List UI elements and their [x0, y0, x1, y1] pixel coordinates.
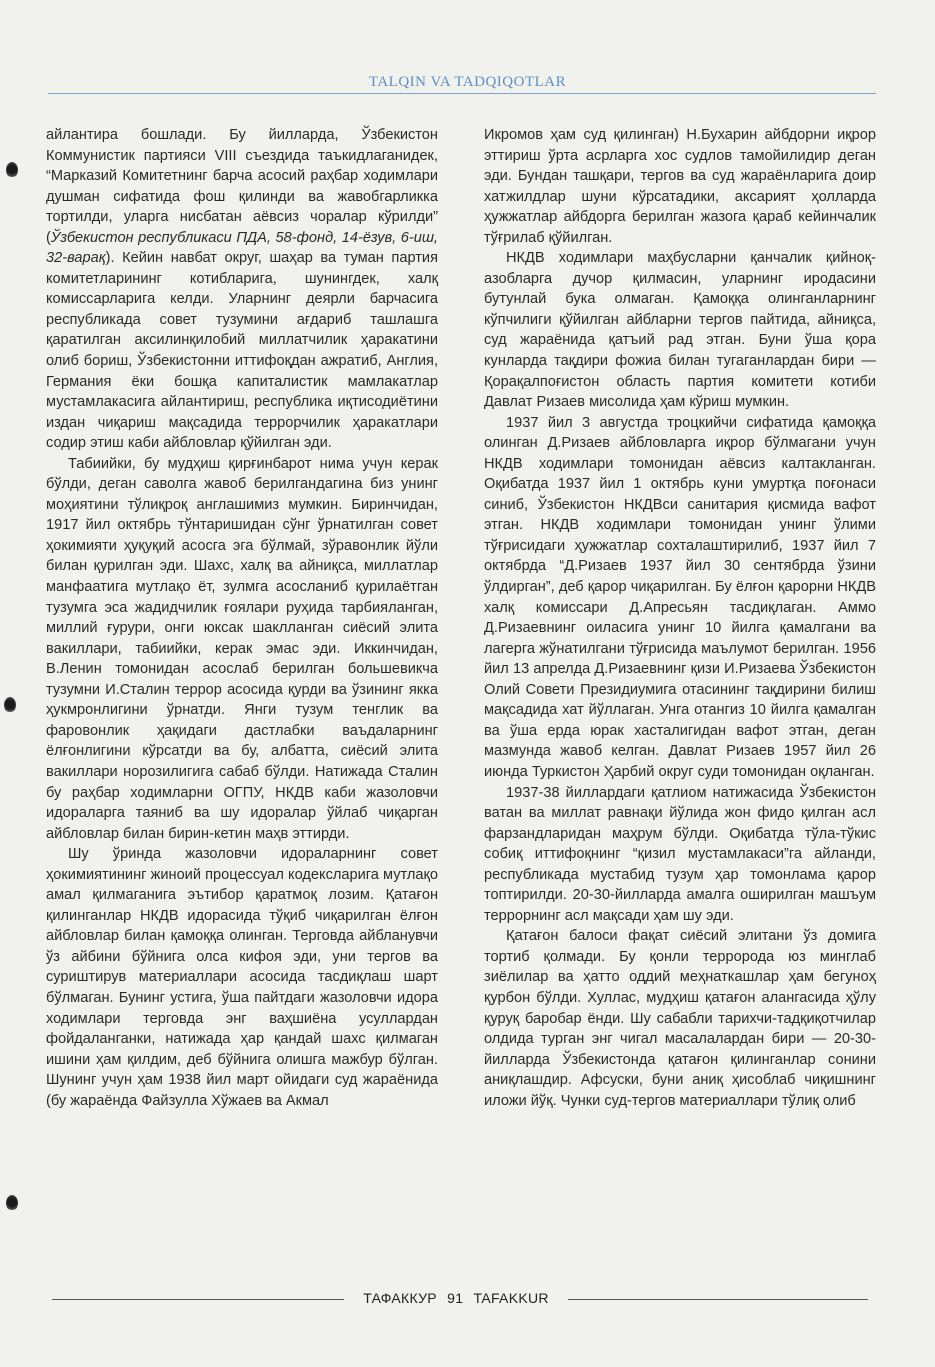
page-number: 91 [447, 1290, 464, 1306]
paragraph: 1937-38 йиллардаги қатлиом натижасида Ўзбекистон ватан ва миллат равнақи йўлида жон фидо қилган асл фарзандларидан маҳрум бўлди. Оқибатда тўла-тўкис собиқ иттифоқнинг “қизил мустамлакаси”га айланди, республикада мустабид тузум ҳар томонлама қарор топтирилди. 20-30-йилларда амалга оширилган машъум террорнинг асл мақсади ҳам шу эди. [484, 784, 876, 924]
footer-journal-latin: TAFAKKUR [473, 1290, 549, 1306]
running-header: TALQIN VA TADQIQOTLAR [368, 74, 567, 90]
paragraph: Шу ўринда жазоловчи идораларнинг совет ҳокимиятининг жиноий процессуал кодексларига мутлақо амал қилмаганига эътибор қаратмоқ лозим. Қатағон қилинганлар НКДВ идорасида тўқиб чиқарилган ёлғон айбловлар билан қамоққа олинган. Терговда айбланувчи ўз айбини бўйнига олса кифоя эди, уни тергов ва суриштирув материаллари асосида тасдиқлаш шарт бўлмаган. Бунинг устига, ўша пайтдаги жазоловчи идора ходимлари терговда энг ваҳшиёна усуллардан фойдаланганки, натижада ҳар қандай шахс қилмаган ишини ҳам қилдим, деб бўйнига олишга мажбур бўлган. Шунинг учун ҳам 1938 йил март ойидаги суд жараёнида (бу жараёнда Файзулла Хўжаев ва Акмал [46, 846, 438, 1109]
paragraph: НКДВ ходимлари маҳбусларни қанчалик қийноқ-азобларга дучор қилмасин, уларнинг иродасини бутунлай бука олмаган. Қамоққа олинганларнинг кўпчилиги қўйилган айбларни тергов пайтида, айниқса, суд жараёнида қатъий рад этган. Буни ўша қора кунларда тақдири фожиа билан тугаганлардан бири — Қорақалпоғистон область партия комитети котиби Давлат Ризаев мисолида ҳам кўриш мумкин. [484, 250, 876, 411]
binder-hole-icon [6, 1195, 18, 1211]
footer-divider-right [568, 1299, 868, 1300]
paragraph-text: ). Кейин навбат округ, шаҳар ва туман партия комитетларининг котибларига, шунингдек, халқ комиссарларига келди. Уларнинг деярли барчасига республикада совет тузумини ағдариб ташлашга қаратилган аксилинқилобий миллатчилик ҳаракатини олиб бориш, Ўзбекистонни иттифоқдан ажратиб, Англия, Германия ёки бошқа капиталистик мамлакатлар мустамлакасига айлантириш, республика иқтисодиётини издан чиқариш мақсадида террорчилик ҳаракатлари содир этиш каби айбловлар қўйилган эди. [46, 250, 438, 452]
left-column [46, 125, 438, 1111]
header-divider [48, 93, 876, 94]
binder-hole-icon [6, 162, 18, 178]
footer-divider-left [52, 1299, 344, 1300]
paragraph: 1937 йил 3 августда троцкийчи сифатида қамоққа олинган Д.Ризаев айбловларга иқрор бўлмагани учун НКДВ ходимлари томонидан аёвсиз калтакланган. Оқибатда 1937 йил 1 октябрь куни умуртқа поғонаси синиб, Ўзбекистон НКДВси санитария қисмида вафот этган. НКДВ ходимлари томонидан унинг ўлими тўғрисидаги ҳужжатлар сохталаштирилиб, 1937 йил 7 октябрда “Д.Ризаев 1937 йил 30 сентябрда ўзини ўлдирган”, деб қарор чиқарилган. Бу ёлғон қарорни НКДВ халқ комиссари Д.Апресьян тасдиқлаган. Аммо Д.Ризаевнинг оиласига унинг 10 йилга қамалгани ва лагерга жўнатилгани тўғрисида маълумот берилган. 1956 йил 13 апрелда Д.Ризаевнинг қизи И.Ризаева Ўзбекистон Олий Совети Президиумига отасининг тақдирини билиш мақсадида хат йўллаган. Унга отангиз 10 йилга қамалган ва ўша ерда юрак хасталигидан вафот этган, деган мазмунда жавоб келган. Давлат Ризаев 1957 йил 26 июнда Туркистон Ҳарбий округ суди томонидан оқланган. [484, 414, 876, 780]
archive-reference: Ўзбекистон республикаси ПДА, 58-фонд, 14-ёзув, 6-иш, 32-варақ [46, 229, 438, 267]
paragraph [46, 125, 438, 454]
paragraph-text: айлантира бошлади. Бу йилларда, Ўзбекистон Коммунистик партияси VIII съездида таъкидлаганидек, “Марказий Комитетнинг барча асосий раҳбар ходимлари душман сифатида фош қилинди ва жавобгарликка тортилди, уларга нисбатан аёвсиз чоралар кўрилди” ( [46, 127, 438, 246]
footer [344, 1290, 568, 1306]
binder-hole-icon [4, 697, 16, 713]
footer-journal-cyrillic: ТАФАККУР [363, 1290, 437, 1306]
paragraph: Икромов ҳам суд қилинган) Н.Бухарин айбдорни иқрор эттириш ўрта асрларга хос судлов тамойилидир деган эди. Бундан ташқари, тергов ва суд жараёнларига доир хатжилдлар шуни кўрсатадики, аксарият ҳолларда ҳужжатлар айбдорга берилган жазога қараб кейинчалик тўғрилаб қўйилган. [484, 127, 876, 246]
paragraph: Табиийки, бу мудҳиш қирғинбарот нима учун керак бўлди, деган саволга жавоб берилгандагина биз унинг моҳиятини тўлиқроқ англашимиз мумкин. Биринчидан, 1917 йил октябрь тўнтаришидан сўнг ўрнатилган совет ҳокимияти ҳуқуқий асосга эга бўлмай, зўравонлик йўли билан қурилган эди. Шахс, халқ ва айниқса, миллатлар манфаатига мутлақо ёт, зулмга асосланиб қурилаётган тузумга эса жадидчилик ғоялари руҳида тарбияланган, миллий ғурури, онги юксак шаклланган сиёсий элита вакиллари, табиийки, керак эмас эди. Иккинчидан, В.Ленин томонидан асослаб берилган большевикча тузумни И.Сталин террор асосида қурди ва ўзининг якка ҳукмронлигини ўрнатди. Янги тузум тенглик ва фаровонлик ҳақидаги дастлабки ваъдаларнинг ёлғонлигини кўрсатди ва бу, албатта, сиёсий элита вакиллари норозилигига сабаб бўлди. Натижада Сталин бу раҳбар ходимларни ОГПУ, НКДВ каби жазоловчи идораларга таяниб ва шу идоралар ўйлаб чиқарган айбловлар билан бирин-кетин маҳв эттирди. [46, 455, 438, 842]
right-column [484, 125, 876, 1111]
paragraph: Қатағон балоси фақат сиёсий элитани ўз домига тортиб қолмади. Бу қонли терророда юз минглаб зиёлилар ва ҳатто оддий меҳнаткашлар ҳам бегуноҳ қурбон бўлди. Хуллас, мудҳиш қатағон алангасида ҳўлу қуруқ баробар ёнди. Шу сабабли тарихчи-тадқиқотчилар олдида турган энг чигал масалалардан бири — 20-30-йилларда Ўзбекистонда қатағон қилинганлар сонини аниқлашдир. Афсуски, буни аниқ ҳисоблаб чиқишнинг иложи йўқ. Чунки суд-тергов материаллари тўлиқ олиб [484, 928, 876, 1109]
